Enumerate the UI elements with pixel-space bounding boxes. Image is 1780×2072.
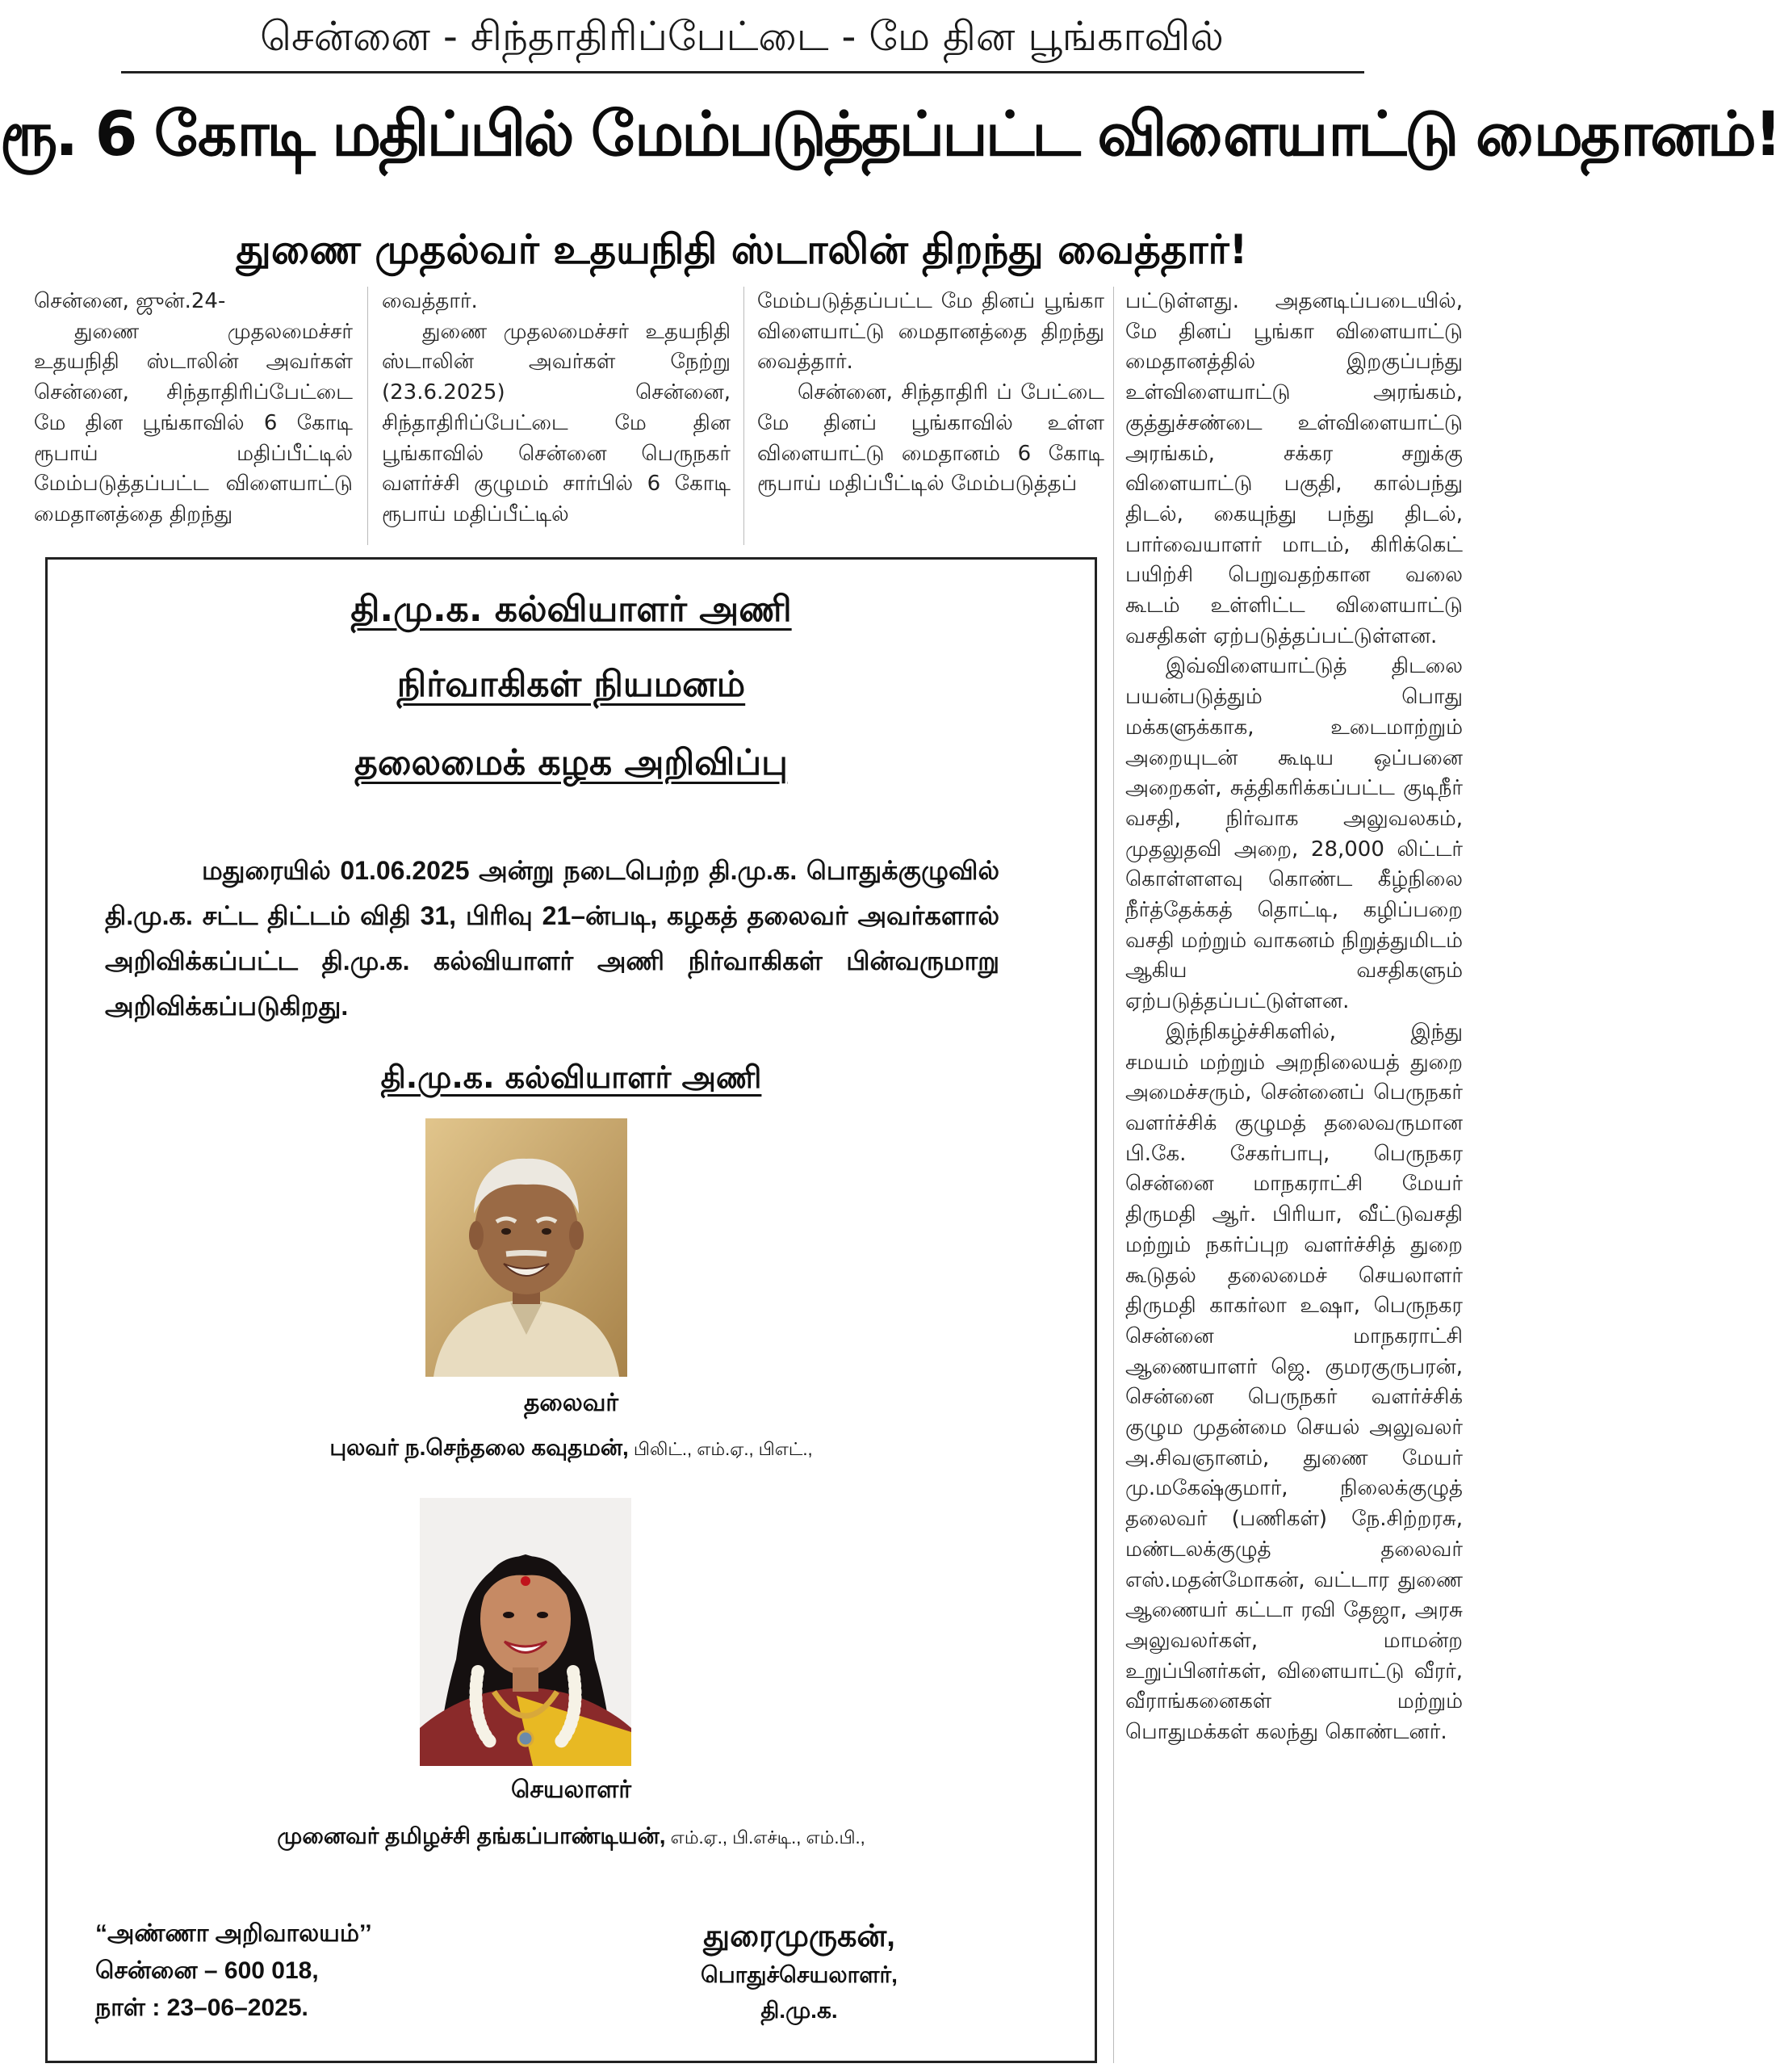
column-divider <box>367 287 368 545</box>
address-line-1: “அண்ணா அறிவாலயம்’’ <box>95 1920 372 1947</box>
secretary-degrees: எம்.ஏ., பி.எச்டி., எம்.பி., <box>665 1827 865 1848</box>
article-column-3 <box>757 287 1104 547</box>
secretary-portrait-icon <box>420 1498 631 1766</box>
president-name: புலவர் ந.செந்தலை கவுதமன், <box>329 1435 629 1460</box>
wing-title <box>45 1056 1097 1098</box>
secretary-photo <box>420 1498 631 1766</box>
article-headline: ரூ. 6 கோடி மதிப்பில் மேம்படுத்தப்பட்ட விளையாட்டு மைதானம்! <box>0 98 1780 170</box>
article-kicker: சென்னை - சிந்தாதிரிப்பேட்டை - மே தின பூங்காவில் <box>260 13 1224 60</box>
notice-address <box>95 1915 372 2027</box>
article-column-4 <box>1125 287 1463 2067</box>
notice-date: நாள் : 23–06–2025. <box>95 1994 308 2021</box>
president-degrees: பிலிட்., எம்.ஏ., பிஎட்., <box>628 1439 813 1459</box>
notice-title <box>45 585 1097 634</box>
article-paragraph: சென்னை, சிந்தாதிரி ப் பேட்டை மே தினப் பூங்காவில் உள்ள விளையாட்டு மைதானம் 6 கோடி ரூபாய் மதிப்பீட்டில் மேம்படுத்தப் <box>757 380 1104 497</box>
signatory-name: துரைமுருகன், <box>703 1919 895 1953</box>
article-subhead: துணை முதல்வர் உதயநிதி ஸ்டாலின் திறந்து வைத்தார்! <box>236 226 1248 273</box>
notice-title-line1: தி.மு.க. கல்வியாளர் அணி <box>350 589 792 630</box>
column-divider <box>743 287 744 545</box>
signatory-title: பொதுச்செயலாளர், <box>701 1962 898 1987</box>
president-role: தலைவர் <box>523 1390 619 1416</box>
secretary-role: செயலாளர் <box>510 1776 631 1803</box>
article-dateline: சென்னை, ஜுன்.24- <box>34 289 226 313</box>
article-column-2 <box>382 287 731 547</box>
address-line-2: சென்னை – 600 018, <box>95 1957 319 1984</box>
signatory-party: தி.மு.க. <box>760 1998 838 2023</box>
column-divider <box>1113 287 1114 2063</box>
notice-body: மதுரையில் 01.06.2025 அன்று நடைபெற்ற தி.மு.க. பொதுக்குழுவில் தி.மு.க. சட்ட திட்டம் விதி 31, பிரிவு 21–ன்படி, கழகத் தலைவர் அவர்களால் அறிவிக்கப்பட்ட தி.மு.க. கல்வியாளர் அணி நிர்வாகிகள் பின்வருமாறு அறிவிக்கப்படுகிறது. <box>105 856 999 1021</box>
article-paragraph: இவ்விளையாட்டுத் திடலை பயன்படுத்தும் பொது மக்களுக்காக, உடைமாற்றும் அறையுடன் கூடிய ஒப்பனை அறைகள், சுத்திகரிக்கப்பட்ட குடிநீர் வசதி, நிர்வாக அலுவலகம், முதலுதவி அறை, 28,000 லிட்டர் கொள்ளளவு கொண்ட கீழ்நிலை நீர்த்தேக்கத் தொட்டி, கழிப்பறை வசதி மற்றும் வாகனம் நிறுத்துமிடம் ஆகிய வசதிகளும் ஏற்படுத்தப்பட்டுள்ளன. <box>1125 654 1463 1014</box>
secretary-name: முனைவர் தமிழச்சி தங்கப்பாண்டியன், <box>277 1823 666 1848</box>
article-paragraph: மேம்படுத்தப்பட்ட மே தினப் பூங்கா விளையாட்டு மைதானத்தை திறந்து வைத்தார். <box>757 289 1104 375</box>
president-photo <box>425 1118 627 1377</box>
notice-signature <box>678 1915 920 2028</box>
kicker-rule <box>121 71 1364 73</box>
president-portrait-icon <box>425 1118 627 1377</box>
article-column-1 <box>34 287 353 547</box>
article-paragraph: வைத்தார். <box>382 289 478 313</box>
president-name-line <box>45 1432 1097 1466</box>
article-paragraph: துணை முதலமைச்சர் உதயநிதி ஸ்டாலின் அவர்கள் சென்னை, சிந்தாதிரிப்பேட்டை மே தின பூங்காவில் 6 கோடி ரூபாய் மதிப்பீட்டில் மேம்படுத்தப்பட்ட விளையாட்டு மைதானத்தை திறந்து <box>34 319 353 526</box>
secretary-name-line <box>45 1820 1097 1854</box>
notice-title-line3: தலைமைக் கழக அறிவிப்பு <box>354 742 788 783</box>
article-paragraph: பட்டுள்ளது. அதனடிப்படையில், மே தினப் பூங்கா விளையாட்டு மைதானத்தில் இறகுப்பந்து உள்விளையாட்டு அரங்கம், குத்துச்சண்டை உள்விளையாட்டு அரங்கம், சக்கர சறுக்கு விளையாட்டு பகுதி, கால்பந்து திடல், கையுந்து பந்து திடல், பார்வையாளர் மாடம், கிரிக்கெட் பயிற்சி பெறுவதற்கான வலை கூடம் உள்ளிட்ட விளையாட்டு வசதிகள் ஏற்படுத்தப்பட்டுள்ளன. <box>1125 289 1463 648</box>
notice-heading <box>45 739 1097 787</box>
article-paragraph: துணை முதலமைச்சர் உதயநிதி ஸ்டாலின் அவர்கள் நேற்று (23.6.2025) சென்னை, சிந்தாதிரிப்பேட்டை மே தின பூங்காவில் சென்னை பெருநகர் வளர்ச்சி குழுமம் சார்பில் 6 கோடி ரூபாய் மதிப்பீட்டில் <box>382 319 731 526</box>
article-paragraph: இந்நிகழ்ச்சிகளில், இந்து சமயம் மற்றும் அறநிலையத் துறை அமைச்சரும், சென்னைப் பெருநகர் வளர்ச்சிக் குழுமத் தலைவருமான பி.கே. சேகர்பாபு, பெருநகர சென்னை மாநகராட்சி மேயர் திருமதி ஆர். பிரியா, வீட்டுவசதி மற்றும் நகர்ப்புற வளர்ச்சித் துறை கூடுதல் தலைமைச் செயலாளர் திருமதி காகர்லா உஷா, பெருநகர சென்னை மாநகராட்சி ஆணையாளர் ஜெ. குமரகுருபரன், சென்னை பெருநகர் வளர்ச்சிக் குழும முதன்மை செயல் அலுவலர் அ.சிவஞானம், துணை மேயர் மு.மகேஷ்குமார், நிலைக்குழுத் தலைவர் (பணிகள்) நே.சிற்றரசு, மண்டலக்குழுத் தலைவர் எஸ்.மதன்மோகன், வட்டார துணை ஆணையர் கட்டா ரவி தேஜா, அரசு அலுவலர்கள், மாமன்ற உறுப்பினர்கள், விளையாட்டு வீரர், வீராங்கனைகள் மற்றும் பொதுமக்கள் கலந்து கொண்டனர். <box>1125 1019 1463 1745</box>
notice-title-line2: நிர்வாகிகள் நியமனம் <box>396 664 746 705</box>
notice-subtitle <box>45 661 1097 709</box>
wing-title-text: தி.மு.க. கல்வியாளர் அணி <box>380 1059 762 1095</box>
